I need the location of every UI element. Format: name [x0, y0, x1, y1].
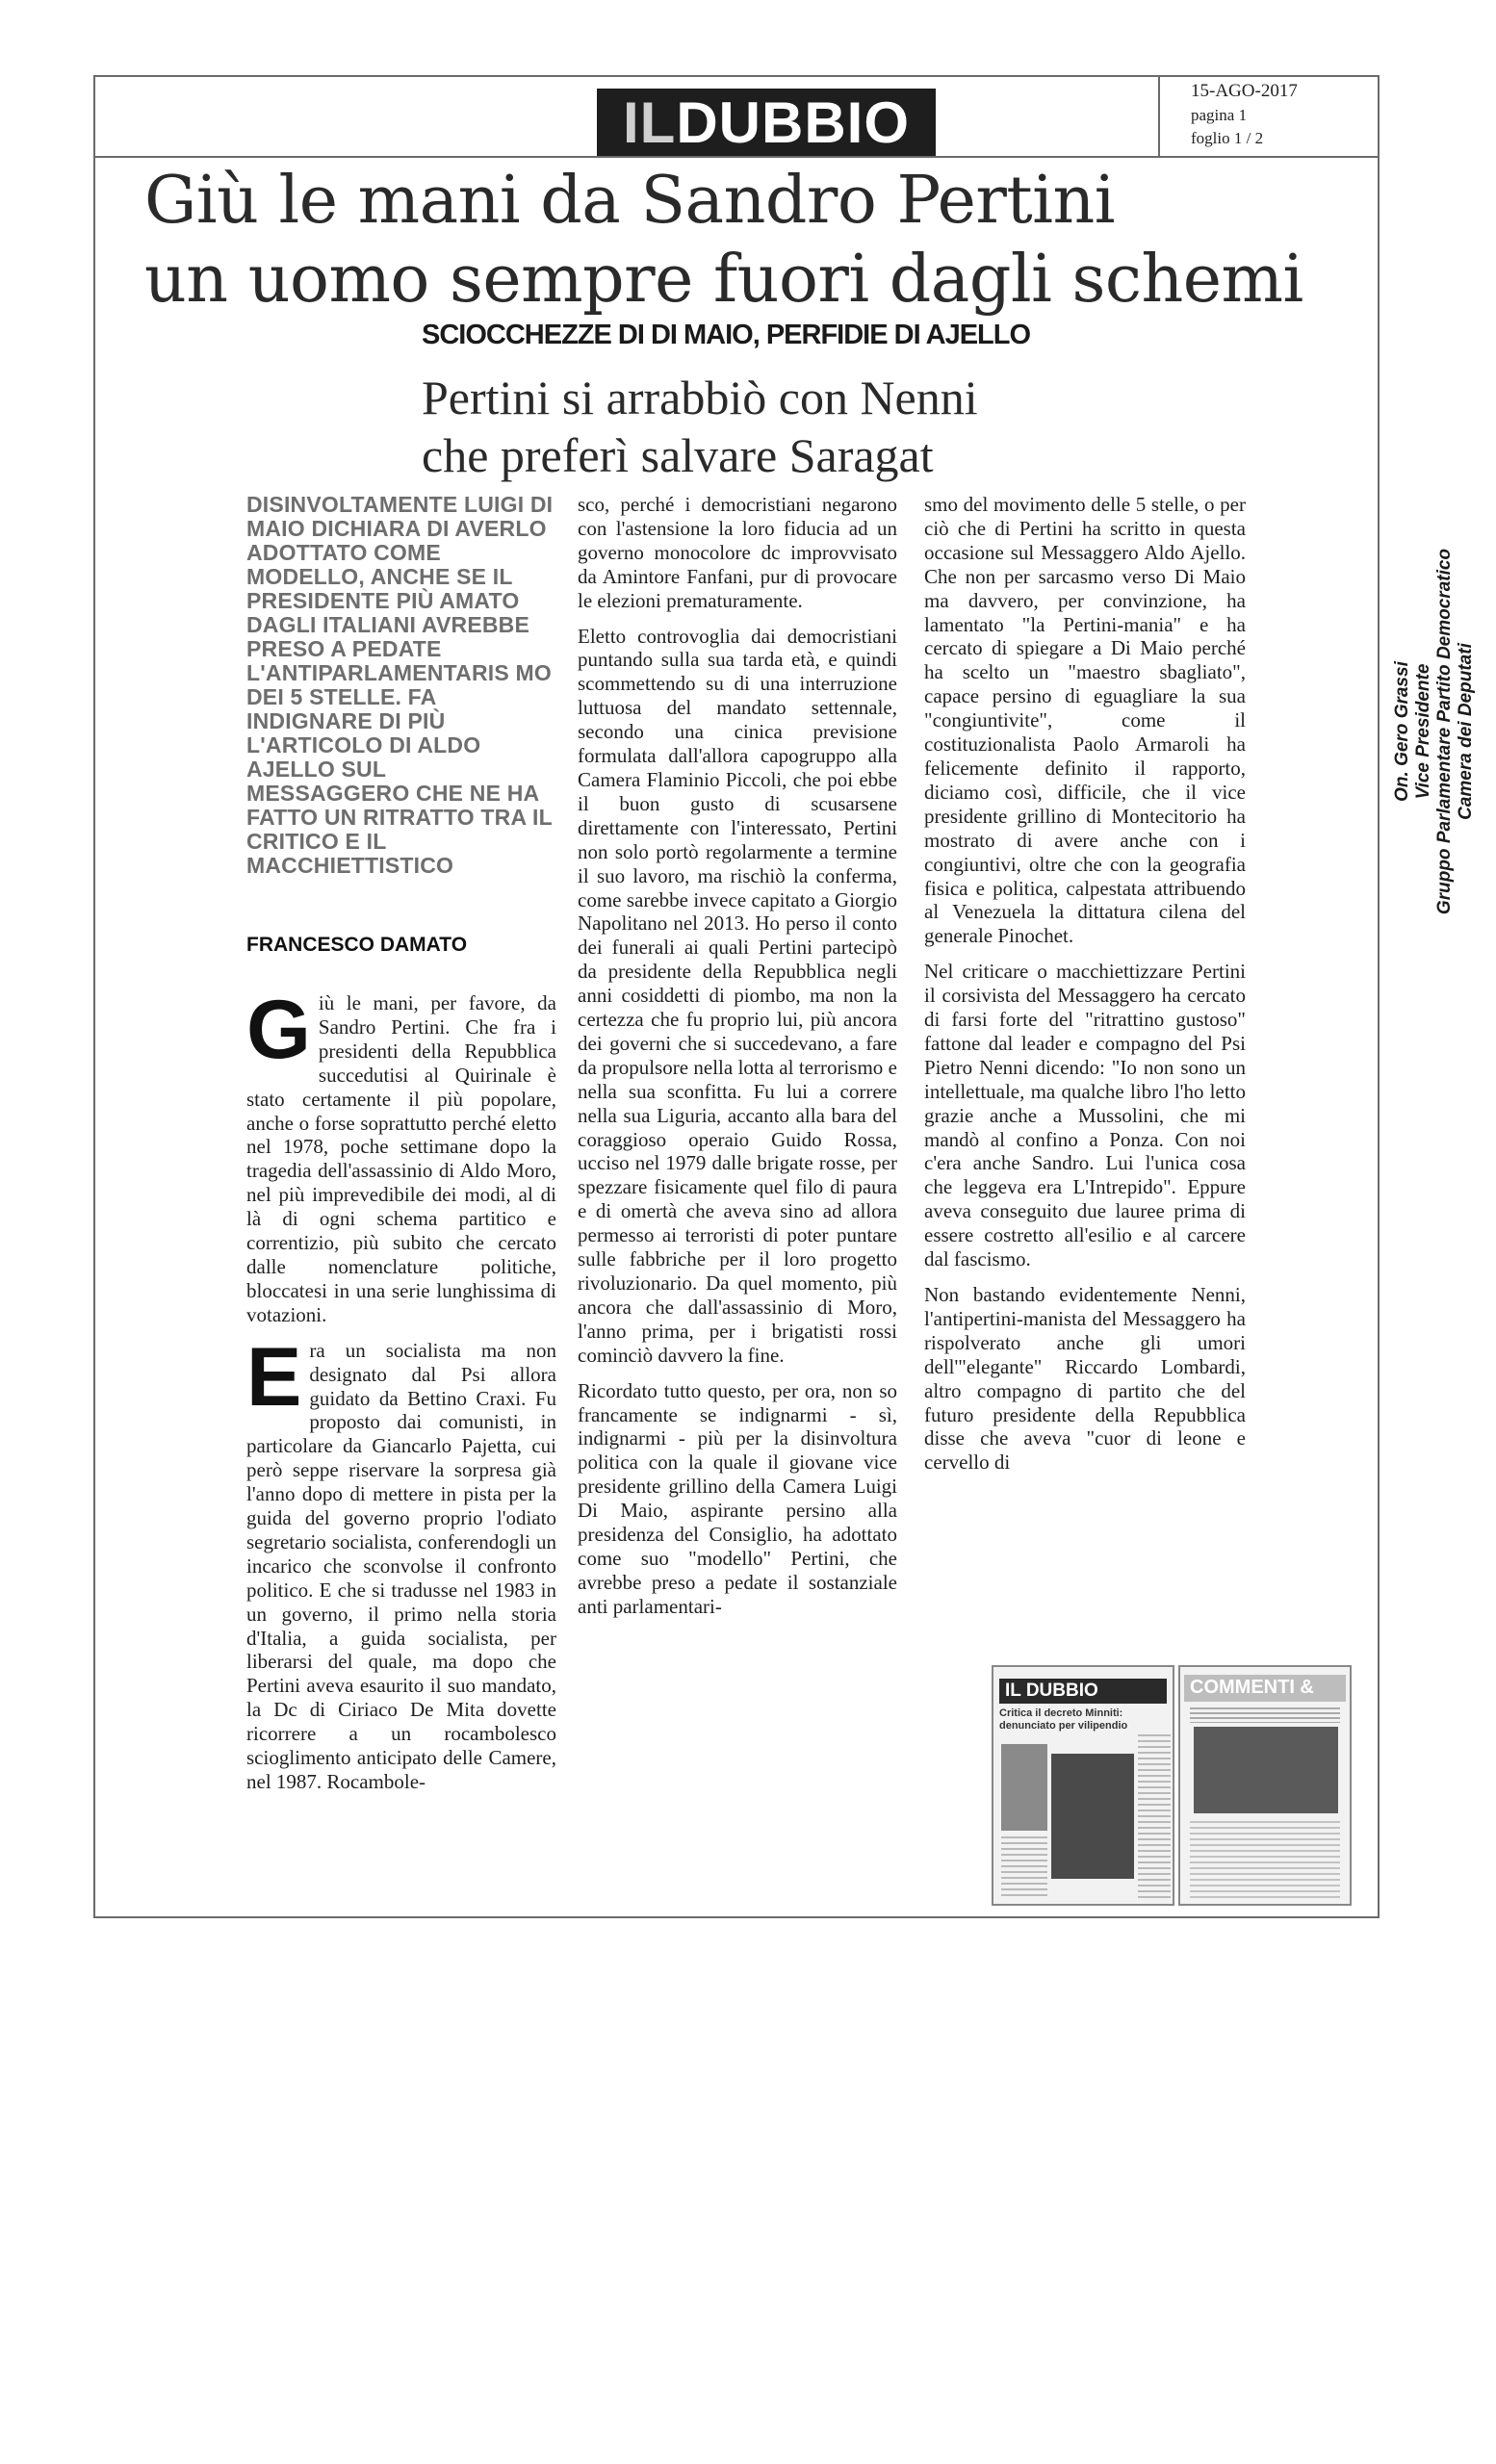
article-column-3 — [924, 493, 1246, 1619]
paragraph: smo del movimento delle 5 stelle, o per ciò che di Pertini ha scritto in questa occasione sul Messaggero Aldo Ajello. Che non per sarcasmo verso Di Maio ma davvero, per convinzione, ha lamentato "la Pertini-mania" e ha cercato di spiegare a Di Maio perché ha scelto un "maestro sbagliato", capace persino di eguagliare la sua "congiuntivite", come il costituzionalista Paolo Armaroli ha felicemente definito il rapporto, diciamo così, difficile, che il vice presidente grillino di Montecitorio ha mostrato di avere anche con i congiuntivi, oltre che con la geografia fisica e politica, calpestata attribuendo al Venezuela la dittatura cilena del generale Pinochet. — [924, 493, 1246, 948]
article-column-1 — [246, 984, 556, 1794]
subheadline — [422, 369, 1192, 484]
masthead-il: IL — [623, 90, 677, 155]
paragraph — [246, 984, 556, 1327]
thumbnail-text-lines — [1138, 1734, 1171, 1898]
paragraph — [246, 1330, 556, 1794]
clipping-page: pagina 1 — [1191, 106, 1248, 124]
signature-name: On. Gero Grassi — [1392, 661, 1412, 802]
thumbnail-photo — [1051, 1754, 1134, 1879]
clipping-meta — [1158, 75, 1380, 158]
signature-chamber: Camera dei Deputati — [1456, 643, 1476, 820]
headline-line-1: Giù le mani da Sandro Pertini — [144, 163, 1116, 239]
commenti-page-thumbnail — [1178, 1665, 1352, 1906]
thumbnail-box — [1001, 1744, 1047, 1831]
headline — [144, 162, 1357, 320]
paragraph: sco, perché i democristiani negarono con l'astensione la loro fiducia ad un governo monocolore dc improvvisato da Amintore Fanfani, pur di provocare le elezioni prematuramente. — [578, 493, 897, 612]
signature-stamp — [1392, 520, 1476, 943]
clipping-sheet: foglio 1 / 2 — [1191, 129, 1264, 147]
signature-group: Gruppo Parlamentare Partito Democratico — [1434, 548, 1455, 915]
subheadline-line-2: che preferì salvare Saragat — [422, 428, 934, 482]
kicker: SCIOCCHEZZE DI DI MAIO, PERFIDIE DI AJELLO — [422, 320, 1031, 350]
clipping-date: 15-AGO-2017 — [1191, 81, 1298, 101]
masthead-logo — [597, 89, 936, 156]
thumbnail-text-lines — [1190, 1821, 1340, 1898]
front-page-thumbnail — [992, 1665, 1174, 1906]
masthead-name: DUBBIO — [676, 90, 910, 155]
paragraph: Ricordato tutto questo, per ora, non so francamente se indignarmi - sì, indignarmi - più per la disinvoltura politica con la quale il giovane vice presidente grillino della Camera Luigi Di Maio, aspirante persino alla presidenza del Consiglio, ha adottato come suo "modello" Pertini, che avrebbe preso a pedate il sostanziale anti parlamentari- — [578, 1378, 897, 1618]
drop-cap: E — [246, 1330, 302, 1424]
thumbnail-headline: Critica il decreto Minniti: denunciato per vilipendio — [999, 1707, 1128, 1732]
thumbnail-text-lines — [1190, 1707, 1340, 1723]
paragraph: Non bastando evidentemente Nenni, l'antipertini-manista del Messaggero ha rispolverato anche gli umori dell'"elegante" Riccardo Lombardi, altro compagno di partito che del futuro presidente della Repubblica disse che aveva "cuor di leone e cervello di — [924, 1283, 1246, 1475]
thumbnail-photo — [1194, 1727, 1338, 1813]
paragraph-text: ra un socialista ma non designato dal Psi allora guidato da Bettino Craxi. Fu proposto dai comunisti, in particolare da Giancarlo Pajetta, cui però seppe riservare la sorpresa già l'anno dopo di mettere in pista per la guida del governo proprio l'odiato segretario socialista, conferendogli un incarico che sconvolse il confronto politico. E che si tradusse nel 1983 in un governo, il primo nella storia d'Italia, a guida socialista, per liberarsi del quale, ma dopo che Pertini aveva esaurito il suo mandato, la Dc di Ciriaco De Mita dovette ricorrere a un rocambolesco scioglimento anticipato delle Camere, nel 1987. Rocambole- — [246, 1338, 556, 1793]
paragraph: Eletto controvoglia dai democristiani puntando sulla sua tarda età, e quindi scommettendo su di una interruzione luttuosa del mandato settennale, secondo una cinica previsione formulata dall'allora capogruppo alla Camera Flaminio Piccoli, che poi ebbe il buon gusto di scusarsene direttamente con l'interessato, Pertini non solo portò regolarmente a termine il suo lavoro, ma rischiò la conferma, come sarebbe invece capitato a Giorgio Napolitano nel 2013. Ho perso il conto dei funerali ai quali Pertini partecipò da presidente della Repubblica negli anni cosiddetti di piombo, ma non la certezza che fu proprio lui, più ancora dei governi che si succedevano, a fare da propulsore nella lotta al terrorismo e nella sua sconfitta. Fu lui a correre nella sua Liguria, accanto alla bara del coraggioso operaio Guido Rossa, ucciso nel 1979 dalle brigate rosse, per spezzare fisicamente quel filo di paura e di omertà che aveva sino ad allora permesso ai terroristi di poter puntare sulle fabbriche per il loro progetto rivoluzionario. Da quel momento, più ancora che dall'assassinio di Moro, l'anno prima, per i brigatisti rossi cominciò davvero la fine. — [578, 624, 897, 1367]
paragraph: Nel criticare o macchiettizzare Pertini il corsivista del Messaggero ha cercato di farsi forte del "ritrattino gustoso" fattone dal leader e compagno del Psi Pietro Nenni dicendo: "Io non sono un intellettuale, ma qualche libro l'ho letto grazie anche a Mussolini, che mi mandò al confino a Ponza. Con noi c'era anche Sandro. Lui l'unica cosa che leggeva era L'Intrepido". Eppure aveva conseguito due lauree prima di essere costretto all'esilio e al carcere dal fascismo. — [924, 960, 1246, 1271]
article-column-2 — [578, 493, 897, 1619]
thumbnail-section-band: COMMENTI & — [1184, 1675, 1346, 1702]
thumbnail-text-lines — [1001, 1836, 1047, 1900]
header-rule — [93, 156, 1158, 158]
headline-line-2: un uomo sempre fuori dagli schemi — [144, 242, 1303, 318]
signature-role: Vice Presidente — [1413, 663, 1433, 800]
drop-cap: G — [246, 984, 311, 1076]
paragraph-text: iù le mani, per favore, da Sandro Pertini. Che fra i presidenti della Repubblica succedutisi al Quirinale è stato certamente il più popolare, anche o forse soprattutto perché eletto nel 1978, poche settimane dopo la tragedia dell'assassinio di Aldo Moro, nel più imprevedibile dei modi, al di là di ogni schema partitico e correntizio, più subito che cercato dalle nomenclature politiche, bloccatesi in una serie lunghissima di votazioni. — [246, 991, 556, 1326]
subheadline-line-1: Pertini si arrabbiò con Nenni — [422, 371, 978, 424]
byline: FRANCESCO DAMATO — [246, 934, 468, 956]
thumbnail-masthead: IL DUBBIO — [999, 1679, 1167, 1704]
article-deck: DISINVOLTAMENTE LUIGI DI MAIO DICHIARA DI AVERLO ADOTTATO COME MODELLO, ANCHE SE IL PRESIDENTE PIÙ AMATO DAGLI ITALIANI AVREBBE PRESO A PEDATE L'ANTIPARLAMENTARIS MO DEI 5 STELLE. FA INDIGNARE DI PIÙ L'ARTICOLO DI ALDO AJELLO SUL MESSAGGERO CHE NE HA FATTO UN RITRATTO TRA IL CRITICO E IL MACCHIETTISTICO — [246, 492, 554, 878]
